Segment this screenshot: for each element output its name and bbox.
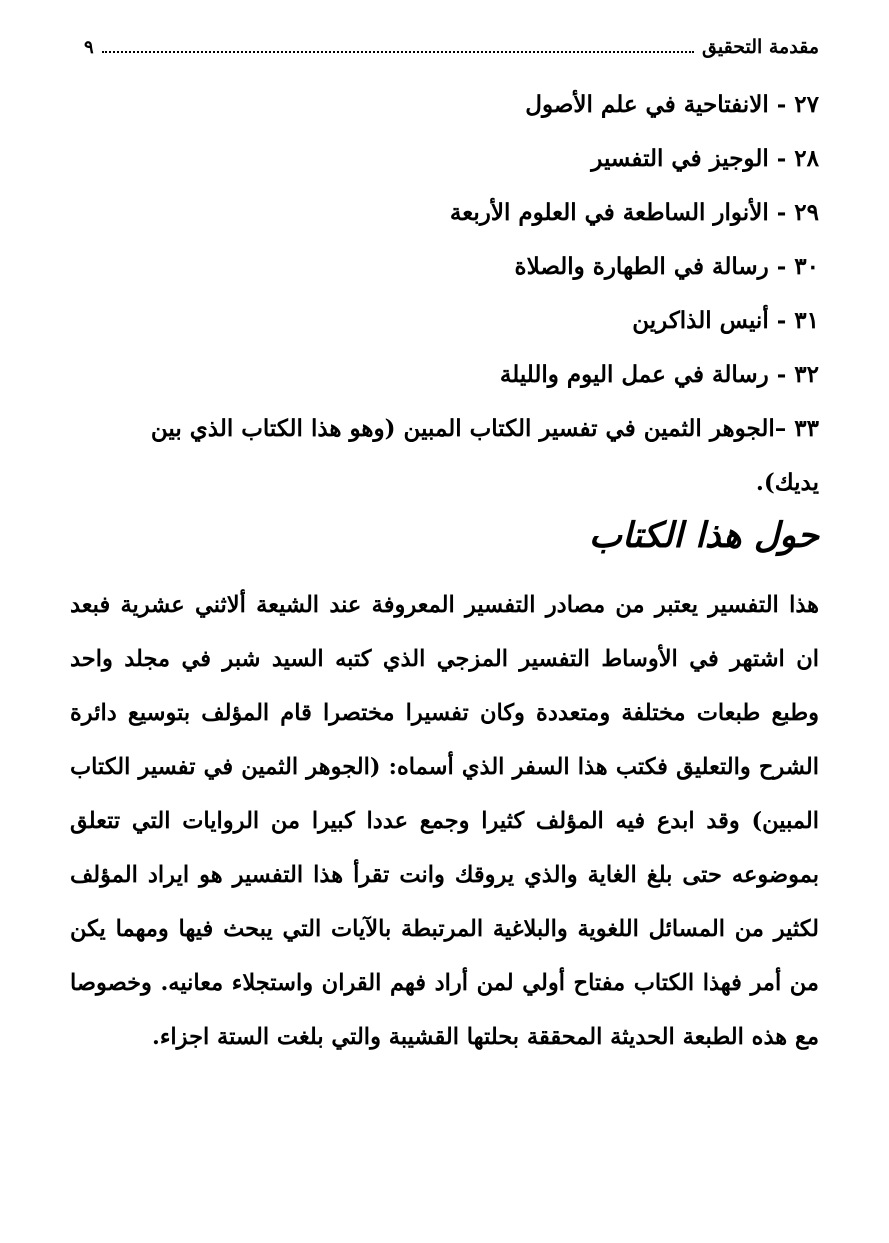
book-list-item: ٣١ - أنيس الذاكرين: [632, 307, 819, 334]
section-heading: حول هذا الكتاب: [589, 515, 819, 556]
header-title: مقدمة التحقيق: [702, 36, 819, 58]
book-list-item: ٣٣ –الجوهر الثمين في تفسير الكتاب المبين (وهو هذا الكتاب الذي بين يديك).: [150, 415, 819, 496]
book-list-item: ٣٢ - رسالة في عمل اليوم والليلة: [499, 361, 819, 388]
page-number: ٩: [84, 36, 94, 58]
running-header: [70, 32, 819, 62]
header-dot-leader: [102, 51, 694, 53]
section-paragraph: هذا التفسير يعتبر من مصادر التفسير المعروفة عند الشيعة ألاثني عشرية فبعد ان اشتهر في الأوساط التفسير المزجي الذي كتبه السيد شبر في مجلد واحد وطبع طبعات مختلفة ومتعددة وكان تفسيرا مختصرا قام المؤلف بتوسيع دائرة الشرح والتعليق فكتب هذا السفر الذي أسماه: (الجوهر الثمين في تفسير الكتاب المبين) وقد ابدع فيه المؤلف كثيرا وجمع عددا كبيرا من الروايات التي تتعلق بموضوعه حتى بلغ الغاية والذي يروقك وانت تقرأ هذا التفسير هو ايراد المؤلف لكثير من المسائل اللغوية والبلاغية المرتبطة بالآيات التي يبحث فيها ومهما يكن من أمر فهذا الكتاب مفتاح أولي لمن أراد فهم القران واستجلاء معانيه. وخصوصا مع هذه الطبعة الحديثة المحققة بحلتها القشيبة والتي بلغت الستة اجزاء.: [70, 592, 819, 1050]
book-list-item: ٢٨ - الوجيز في التفسير: [591, 145, 819, 172]
book-list-item: ٣٠ - رسالة في الطهارة والصلاة: [514, 253, 819, 280]
book-list-item: ٢٧ - الانفتاحية في علم الأصول: [525, 91, 819, 118]
book-list: [150, 78, 819, 510]
book-list-item: ٢٩ - الأنوار الساطعة في العلوم الأربعة: [449, 199, 819, 226]
